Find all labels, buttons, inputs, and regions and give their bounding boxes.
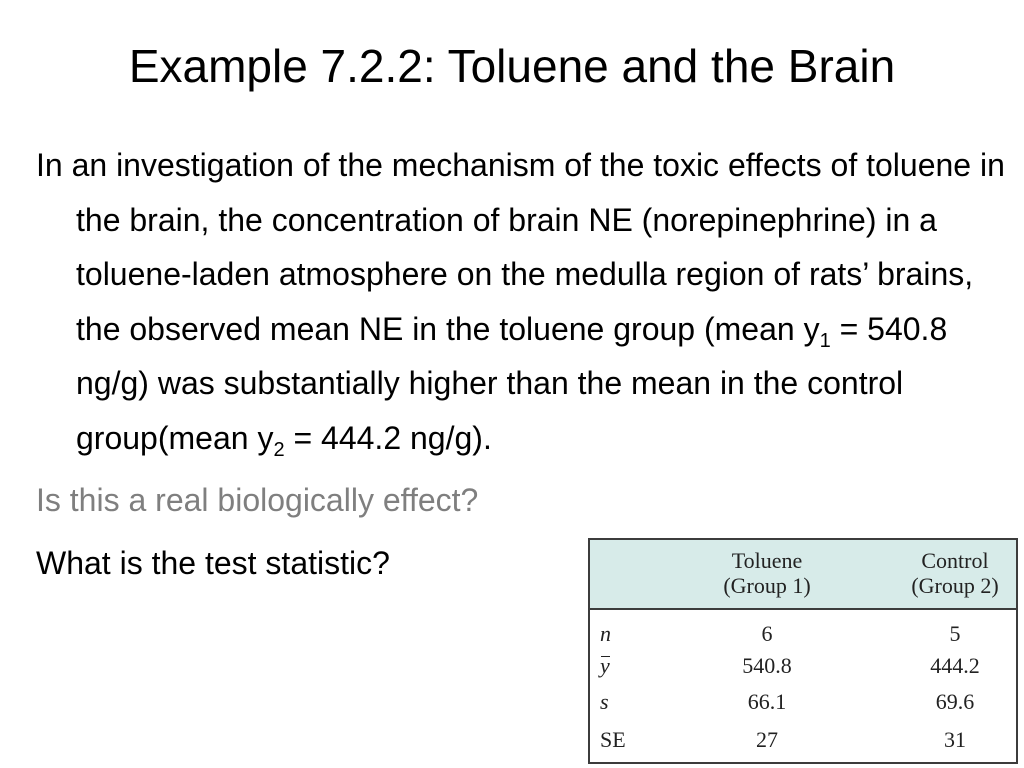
bullet-text-c: = 444.2 ng/g). xyxy=(284,419,492,456)
slide-title: Example 7.2.2: Toluene and the Brain xyxy=(128,40,896,92)
bullet-question-statistic: What is the test statistic? xyxy=(36,544,390,581)
row-label: n xyxy=(600,621,611,646)
column-header-toluene xyxy=(702,548,832,598)
row-label xyxy=(600,650,610,682)
cell-group2: 444.2 xyxy=(930,653,980,678)
bullet-text-a: In an investigation of the mechanism of the toxic effects of toluene in the brain, the concentration of brain NE (norepinephrine) in a toluene-laden atmosphere on the medulla region of rats’ brains, the observed mean NE in the toluene group (mean y xyxy=(36,147,1005,347)
column-header-line: (Group 2) xyxy=(911,573,999,598)
table-row-mean xyxy=(590,650,1016,682)
cell-group2: 69.6 xyxy=(935,689,975,714)
subscript-2: 2 xyxy=(273,438,285,461)
column-header-line: Toluene xyxy=(731,548,803,573)
cell-group2: 31 xyxy=(944,727,966,752)
column-header-line: (Group 1) xyxy=(723,573,811,598)
bullet-investigation xyxy=(36,138,1016,465)
table-row-sd xyxy=(590,686,1016,718)
cell-group1: 66.1 xyxy=(747,689,787,714)
cell-group1: 27 xyxy=(756,727,778,752)
summary-stats-table xyxy=(588,538,1018,764)
row-label: s xyxy=(600,689,609,714)
row-label: SE xyxy=(600,727,626,752)
cell-group1: 6 xyxy=(761,621,773,646)
column-header-line: Control xyxy=(921,548,989,573)
table-header xyxy=(590,540,1016,610)
column-header-control xyxy=(890,548,1020,598)
subscript-1: 1 xyxy=(819,329,831,352)
cell-group1: 540.8 xyxy=(742,653,792,678)
bullet-text-b: = 540.8 ng/g) was substantially higher than the mean in the control group(mean y xyxy=(76,310,948,456)
table-row-n xyxy=(590,618,1016,650)
bullet-list xyxy=(36,138,1016,590)
cell-group2: 5 xyxy=(949,621,961,646)
table-row-se xyxy=(590,724,1016,756)
bullet-question-effect: Is this a real biologically effect? xyxy=(36,482,479,518)
y-bar-symbol: y xyxy=(600,650,610,682)
